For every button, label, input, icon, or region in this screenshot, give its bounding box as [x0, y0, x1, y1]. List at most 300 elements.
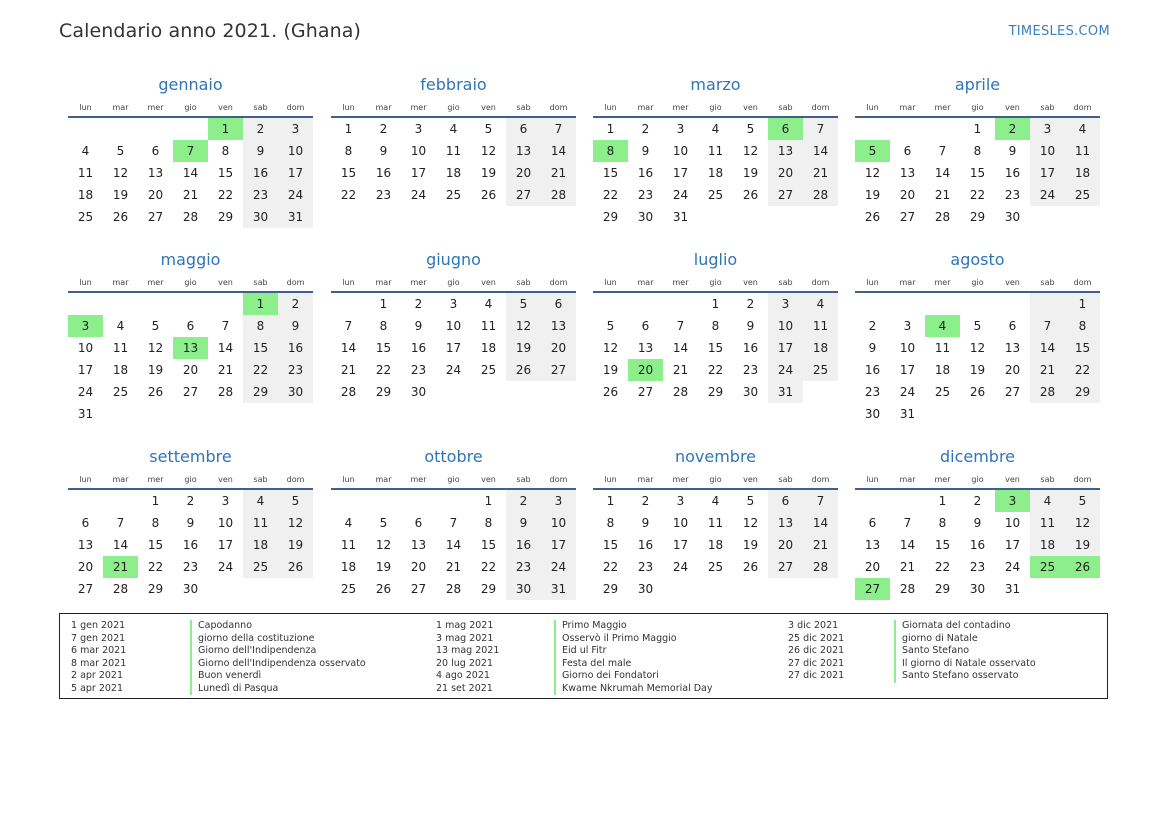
holiday-day-cell: 5 [855, 140, 890, 162]
day-cell: 2 [278, 293, 313, 315]
day-cell: 28 [182, 210, 199, 224]
day-cell: 3 [278, 118, 313, 140]
day-cell: 12 [112, 166, 129, 180]
weekday-label: mer [147, 474, 164, 484]
day-cell: 19 [742, 538, 759, 552]
day-cell: 26 [480, 188, 497, 202]
day-cell: 31 [278, 206, 313, 228]
empty-day-cell [663, 293, 698, 315]
day-cell: 27 [410, 582, 427, 596]
weekday-label: mer [147, 277, 164, 287]
weekday-label: dom [1073, 102, 1092, 112]
day-cell: 23 [278, 359, 313, 381]
day-cell: 30 [243, 206, 278, 228]
month-name: aprile [954, 75, 1001, 94]
weekday-label: lun [342, 277, 355, 287]
day-cell: 16 [1004, 166, 1021, 180]
day-cell: 25 [707, 560, 724, 574]
day-cell: 4 [344, 516, 353, 530]
day-cell: 20 [541, 337, 576, 359]
day-cell: 8 [379, 319, 388, 333]
brand-link[interactable]: TIMESLES.COM [1008, 24, 1110, 39]
holiday-day-cell: 25 [1030, 556, 1065, 578]
day-cell: 23 [742, 363, 759, 377]
weekday-label: sab [1040, 474, 1055, 484]
legend-row [436, 645, 712, 658]
day-cell: 24 [1030, 184, 1065, 206]
weekday-label: gio [184, 102, 197, 112]
day-cell: 24 [899, 385, 916, 399]
empty-day-cell [208, 293, 243, 315]
day-cell: 3 [221, 494, 230, 508]
day-cell: 22 [707, 363, 724, 377]
day-cell: 14 [899, 538, 916, 552]
weekday-label: lun [342, 102, 355, 112]
holiday-day-cell: 20 [628, 359, 663, 381]
weekday-label: dom [549, 474, 568, 484]
day-cell: 19 [278, 534, 313, 556]
day-cell: 30 [864, 407, 881, 421]
day-cell: 24 [672, 560, 689, 574]
empty-day-cell [593, 293, 628, 315]
day-cell: 24 [77, 385, 94, 399]
day-cell: 8 [1065, 315, 1100, 337]
legend-row [71, 620, 366, 633]
day-cell: 28 [899, 582, 916, 596]
day-cell: 6 [641, 319, 650, 333]
day-cell: 27 [1004, 385, 1021, 399]
legend-row [788, 620, 1036, 633]
day-cell: 11 [77, 166, 94, 180]
empty-day-cell [628, 293, 663, 315]
day-cell: 7 [803, 490, 838, 512]
day-cell: 14 [445, 538, 462, 552]
weekday-label: sab [253, 277, 268, 287]
day-cell: 15 [480, 538, 497, 552]
day-cell: 21 [803, 162, 838, 184]
legend-holiday-name: Festa del male [554, 658, 631, 671]
holiday-day-cell: 2 [995, 118, 1030, 140]
weekday-label: sab [253, 102, 268, 112]
day-cell: 10 [77, 341, 94, 355]
weekday-header [855, 470, 1100, 490]
legend-holiday-name: Giorno dell'Indipendenza [190, 645, 316, 658]
legend-date: 6 mar 2021 [71, 645, 127, 656]
day-cell: 25 [480, 363, 497, 377]
legend-row [788, 658, 1036, 671]
holiday-day-cell: 8 [593, 140, 628, 162]
day-grid [68, 118, 313, 228]
weekday-label: lun [604, 474, 617, 484]
day-cell: 11 [707, 516, 724, 530]
day-cell: 16 [969, 538, 986, 552]
day-cell: 21 [340, 363, 357, 377]
day-cell: 31 [672, 210, 689, 224]
weekday-label: mer [410, 474, 427, 484]
day-cell: 7 [676, 319, 685, 333]
holiday-legend [59, 613, 1108, 699]
day-cell: 29 [375, 385, 392, 399]
day-cell: 7 [344, 319, 353, 333]
day-cell: 21 [217, 363, 234, 377]
weekday-label: ven [743, 474, 758, 484]
day-cell: 18 [707, 538, 724, 552]
day-cell: 8 [484, 516, 493, 530]
empty-day-cell [138, 293, 173, 315]
day-cell: 15 [243, 337, 278, 359]
weekday-label: sab [253, 474, 268, 484]
weekday-label: mer [934, 102, 951, 112]
legend-column-3 [788, 620, 1036, 683]
weekday-label: ven [1005, 102, 1020, 112]
day-cell: 28 [803, 184, 838, 206]
day-cell: 18 [707, 166, 724, 180]
month-name: febbraio [420, 75, 487, 94]
day-cell: 14 [1030, 337, 1065, 359]
day-cell: 25 [340, 582, 357, 596]
weekday-label: mar [375, 102, 392, 112]
weekday-header [593, 98, 838, 118]
day-cell: 10 [672, 144, 689, 158]
day-cell: 27 [768, 556, 803, 578]
day-cell: 10 [445, 319, 462, 333]
legend-row [436, 633, 712, 646]
weekday-label: ven [481, 277, 496, 287]
day-cell: 5 [1065, 490, 1100, 512]
day-cell: 27 [506, 184, 541, 206]
legend-date: 5 apr 2021 [71, 682, 124, 694]
day-cell: 28 [803, 556, 838, 578]
day-cell: 31 [541, 578, 576, 600]
day-cell: 7 [221, 319, 230, 333]
day-cell: 31 [899, 407, 916, 421]
legend-date: 3 dic 2021 [788, 620, 839, 631]
empty-day-cell [68, 490, 103, 512]
weekday-label: mar [637, 102, 654, 112]
day-cell: 15 [217, 166, 234, 180]
day-cell: 22 [340, 188, 357, 202]
day-cell: 16 [410, 341, 427, 355]
day-cell: 17 [541, 534, 576, 556]
day-grid [68, 490, 313, 600]
empty-day-cell [173, 293, 208, 315]
day-cell: 25 [112, 385, 129, 399]
day-cell: 8 [711, 319, 720, 333]
day-cell: 21 [1030, 359, 1065, 381]
empty-day-cell [855, 293, 890, 315]
day-cell: 24 [278, 184, 313, 206]
month-name: dicembre [939, 447, 1016, 466]
day-cell: 9 [414, 319, 423, 333]
holiday-day-cell: 21 [103, 556, 138, 578]
day-cell: 14 [340, 341, 357, 355]
day-cell: 14 [112, 538, 129, 552]
day-cell: 22 [969, 188, 986, 202]
day-cell: 11 [112, 341, 129, 355]
day-cell: 20 [768, 534, 803, 556]
day-cell: 18 [1065, 162, 1100, 184]
day-cell: 30 [182, 582, 199, 596]
holiday-day-cell: 1 [208, 118, 243, 140]
empty-day-cell [925, 293, 960, 315]
weekday-label: lun [79, 277, 92, 287]
day-cell: 14 [182, 166, 199, 180]
day-cell: 16 [243, 162, 278, 184]
day-cell: 3 [449, 297, 458, 311]
day-cell: 24 [445, 363, 462, 377]
weekday-label: dom [1073, 277, 1092, 287]
empty-day-cell [173, 118, 208, 140]
weekday-label: gio [709, 277, 722, 287]
day-cell: 21 [445, 560, 462, 574]
day-cell: 8 [938, 516, 947, 530]
day-cell: 17 [672, 166, 689, 180]
empty-day-cell [855, 118, 890, 140]
weekday-label: dom [811, 277, 830, 287]
day-cell: 19 [480, 166, 497, 180]
day-cell: 10 [672, 516, 689, 530]
day-cell: 22 [602, 188, 619, 202]
day-cell: 22 [602, 560, 619, 574]
day-cell: 12 [278, 512, 313, 534]
holiday-day-cell: 3 [68, 315, 103, 337]
day-cell: 23 [637, 560, 654, 574]
day-cell: 2 [506, 490, 541, 512]
day-cell: 29 [217, 210, 234, 224]
month-maggio [68, 249, 313, 425]
weekday-label: gio [184, 474, 197, 484]
day-cell: 9 [278, 315, 313, 337]
empty-day-cell [103, 490, 138, 512]
day-cell: 23 [410, 363, 427, 377]
legend-date: 1 gen 2021 [71, 620, 126, 631]
day-cell: 17 [445, 341, 462, 355]
day-cell: 23 [506, 556, 541, 578]
day-cell: 20 [864, 560, 881, 574]
weekday-label: ven [743, 102, 758, 112]
legend-row [788, 633, 1036, 646]
weekday-label: gio [184, 277, 197, 287]
day-cell: 9 [973, 516, 982, 530]
weekday-label: sab [516, 102, 531, 112]
day-cell: 17 [1004, 538, 1021, 552]
legend-date: 27 dic 2021 [788, 657, 845, 669]
day-cell: 4 [1030, 490, 1065, 512]
weekday-label: mar [899, 277, 916, 287]
day-cell: 8 [606, 516, 615, 530]
day-cell: 10 [217, 516, 234, 530]
day-cell: 27 [899, 210, 916, 224]
day-cell: 14 [672, 341, 689, 355]
weekday-label: sab [516, 277, 531, 287]
day-cell: 12 [864, 166, 881, 180]
day-cell: 19 [375, 560, 392, 574]
day-cell: 14 [934, 166, 951, 180]
day-cell: 9 [186, 516, 195, 530]
empty-day-cell [1030, 293, 1065, 315]
weekday-label: mer [934, 474, 951, 484]
weekday-header [855, 273, 1100, 293]
day-cell: 24 [1004, 560, 1021, 574]
day-cell: 23 [375, 188, 392, 202]
weekday-label: dom [549, 102, 568, 112]
weekday-label: gio [709, 102, 722, 112]
day-cell: 7 [449, 516, 458, 530]
day-cell: 9 [641, 144, 650, 158]
day-cell: 5 [379, 516, 388, 530]
day-cell: 2 [746, 297, 755, 311]
legend-date: 1 mag 2021 [436, 620, 494, 631]
day-cell: 11 [340, 538, 357, 552]
day-cell: 2 [414, 297, 423, 311]
day-cell: 28 [217, 385, 234, 399]
weekday-label: mar [899, 102, 916, 112]
day-cell: 18 [1030, 534, 1065, 556]
day-cell: 10 [1004, 516, 1021, 530]
weekday-label: gio [709, 474, 722, 484]
day-cell: 19 [1065, 534, 1100, 556]
day-cell: 12 [1065, 512, 1100, 534]
day-cell: 15 [340, 166, 357, 180]
day-cell: 1 [344, 122, 353, 136]
day-cell: 12 [969, 341, 986, 355]
weekday-label: lun [604, 277, 617, 287]
weekday-label: ven [481, 474, 496, 484]
day-cell: 3 [414, 122, 423, 136]
day-cell: 25 [803, 359, 838, 381]
day-cell: 2 [186, 494, 195, 508]
day-cell: 26 [278, 556, 313, 578]
day-cell: 1 [606, 122, 615, 136]
legend-date: 3 mag 2021 [436, 632, 494, 644]
weekday-label: dom [286, 277, 305, 287]
day-cell: 10 [278, 140, 313, 162]
day-cell: 3 [676, 122, 685, 136]
month-agosto [855, 249, 1100, 425]
day-cell: 30 [637, 210, 654, 224]
holiday-day-cell: 7 [173, 140, 208, 162]
day-cell: 22 [1065, 359, 1100, 381]
day-cell: 15 [375, 341, 392, 355]
empty-day-cell [890, 118, 925, 140]
day-cell: 7 [1030, 315, 1065, 337]
month-luglio [593, 249, 838, 403]
day-cell: 2 [243, 118, 278, 140]
day-cell: 21 [899, 560, 916, 574]
day-cell: 6 [1008, 319, 1017, 333]
day-cell: 26 [602, 385, 619, 399]
day-cell: 7 [938, 144, 947, 158]
weekday-label: sab [1040, 277, 1055, 287]
day-cell: 13 [147, 166, 164, 180]
empty-day-cell [331, 490, 366, 512]
weekday-label: dom [549, 277, 568, 287]
day-cell: 22 [934, 560, 951, 574]
day-cell: 16 [375, 166, 392, 180]
day-cell: 28 [672, 385, 689, 399]
day-grid [593, 490, 838, 600]
weekday-label: ven [1005, 277, 1020, 287]
legend-row [71, 645, 366, 658]
legend-holiday-name: Santo Stefano osservato [894, 670, 1019, 683]
empty-day-cell [436, 490, 471, 512]
day-cell: 8 [344, 144, 353, 158]
day-cell: 12 [147, 341, 164, 355]
day-cell: 18 [934, 363, 951, 377]
day-cell: 5 [606, 319, 615, 333]
page-title: Calendario anno 2021. (Ghana) [59, 20, 362, 42]
day-cell: 18 [803, 337, 838, 359]
day-cell: 30 [637, 582, 654, 596]
day-cell: 26 [742, 188, 759, 202]
day-cell: 24 [410, 188, 427, 202]
empty-day-cell [366, 490, 401, 512]
month-gennaio [68, 74, 313, 228]
weekday-label: dom [1073, 474, 1092, 484]
day-cell: 6 [81, 516, 90, 530]
day-cell: 24 [768, 359, 803, 381]
weekday-label: mer [410, 102, 427, 112]
day-cell: 6 [541, 293, 576, 315]
legend-row [436, 683, 712, 696]
day-cell: 13 [506, 140, 541, 162]
legend-row [436, 658, 712, 671]
weekday-label: lun [866, 474, 879, 484]
day-cell: 17 [278, 162, 313, 184]
day-cell: 12 [480, 144, 497, 158]
weekday-label: sab [778, 102, 793, 112]
day-grid [331, 118, 576, 206]
day-grid [593, 293, 838, 403]
holiday-day-cell: 1 [243, 293, 278, 315]
month-name: agosto [950, 250, 1005, 269]
day-cell: 17 [217, 538, 234, 552]
day-cell: 6 [414, 516, 423, 530]
legend-date: 7 gen 2021 [71, 632, 126, 644]
day-cell: 24 [541, 556, 576, 578]
day-cell: 19 [969, 363, 986, 377]
day-cell: 12 [742, 144, 759, 158]
weekday-label: mar [637, 277, 654, 287]
day-cell: 4 [243, 490, 278, 512]
day-cell: 29 [480, 582, 497, 596]
day-cell: 20 [506, 162, 541, 184]
weekday-label: mer [934, 277, 951, 287]
weekday-label: dom [811, 474, 830, 484]
legend-holiday-name: Santo Stefano [894, 645, 969, 658]
day-cell: 1 [1065, 293, 1100, 315]
day-cell: 4 [116, 319, 125, 333]
weekday-label: ven [218, 102, 233, 112]
day-cell: 27 [768, 184, 803, 206]
empty-day-cell [68, 293, 103, 315]
day-cell: 23 [637, 188, 654, 202]
day-cell: 1 [379, 297, 388, 311]
day-cell: 20 [899, 188, 916, 202]
weekday-label: ven [743, 277, 758, 287]
day-cell: 17 [672, 538, 689, 552]
weekday-label: lun [79, 102, 92, 112]
day-cell: 4 [803, 293, 838, 315]
day-cell: 29 [707, 385, 724, 399]
weekday-label: gio [447, 474, 460, 484]
empty-day-cell [331, 293, 366, 315]
day-cell: 10 [541, 512, 576, 534]
day-cell: 4 [484, 297, 493, 311]
day-cell: 9 [1008, 144, 1017, 158]
day-cell: 17 [77, 363, 94, 377]
day-cell: 28 [340, 385, 357, 399]
